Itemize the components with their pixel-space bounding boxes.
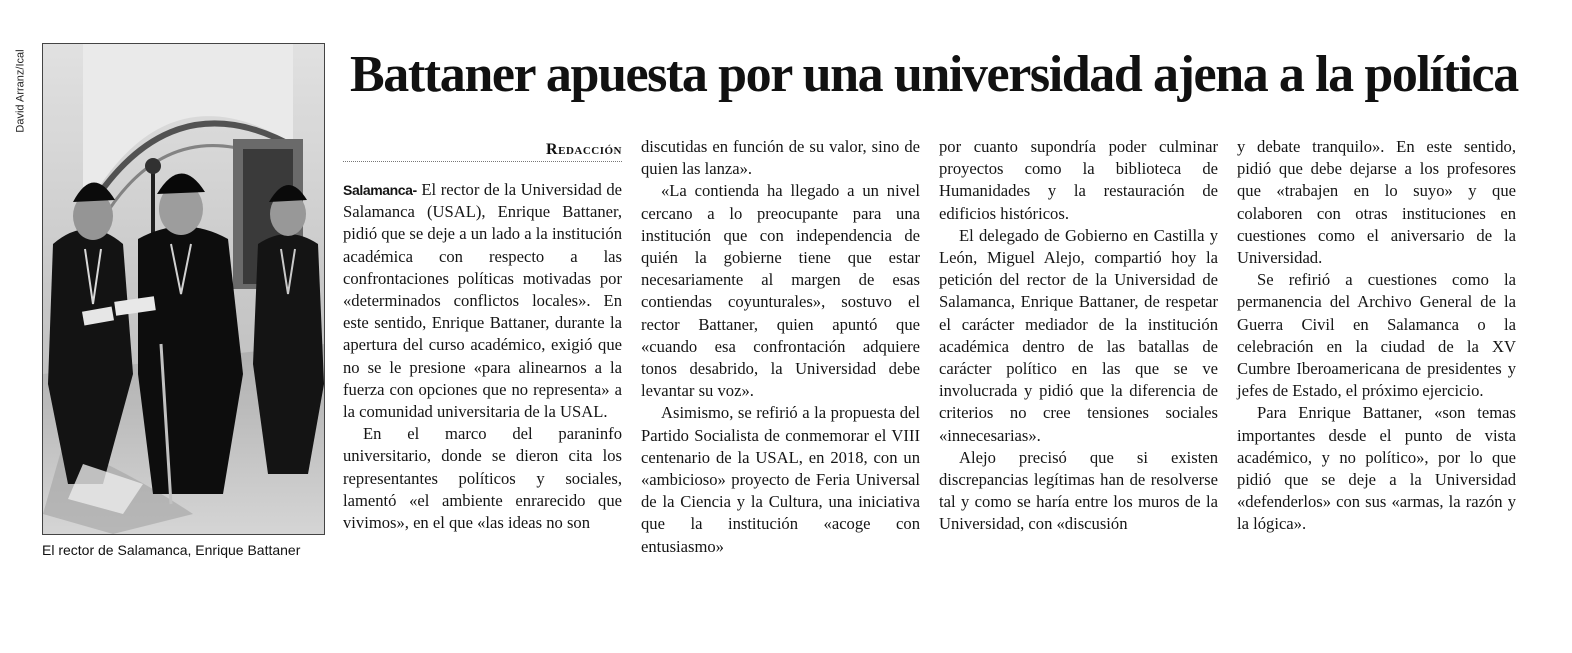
paragraph [343,179,622,423]
paragraph: En el marco del paraninfo universitario, donde se dieron cita los representantes políticos y sociales, lamentó «el ambiente enrarecido que vivimos», en el que «las ideas no son [343,424,622,533]
paragraph: Se refirió a cuestiones como la permanencia del Archivo General de la Guerra Civil en Salamanca o la celebración en la ciudad de la XV Cumbre Iberoamericana de presidentes y jefes de Estado, el próximo ejercicio. [1237,270,1516,401]
photo-illustration [43,44,324,534]
article-column-2 [641,136,920,558]
article-column-3 [939,136,1218,536]
paragraph: por cuanto supondría poder culminar proyectos como la biblioteca de Humanidades y la restauración de edificios históricos. [939,137,1218,223]
photo-credit-text: David Arranz/Ical [14,49,27,133]
dateline: Salamanca- [343,182,417,198]
article-column-4 [1237,136,1516,536]
article-column-1 [343,179,622,534]
paragraph: Asimismo, se refirió a la propuesta del Partido Socialista de conmemorar el VIII centenario de la USAL, en 2018, con un «ambicioso» proyecto de Feria Universal de la Ciencia y la Cultura, una iniciativa que la institución «acoge con entusiasmo» [641,403,920,556]
paragraph: discutidas en función de su valor, sino de quien las lanza». [641,137,920,179]
paragraph: Alejo precisó que si existen discrepancias legítimas han de resolverse tal y como se haría entre los muros de la Universidad, con «discusión [939,447,1218,534]
paragraph: Para Enrique Battaner, «son temas importantes desde el punto de vista académico, y no político», por lo que pidió que se deje a la Universidad «defenderlos» con sus «armas, la razón y la lógica». [1237,403,1516,534]
paragraph-text: El rector de la Universidad de Salamanca (USAL), Enrique Battaner, pidió que se deje a un lado a la institución académica con respecto a las confrontaciones políticas motivadas por «determinados conflictos locales». En este sentido, Enrique Battaner, durante la apertura del curso académico, exigió que no se le presione «para alinearnos a la fuerza con opciones que no representa» a la comunidad universitaria de la USAL. [343,180,622,422]
article-photo [42,43,325,535]
paragraph: El delegado de Gobierno en Castilla y León, Miguel Alejo, compartió hoy la petición del rector de la Universidad de Salamanca, Enrique Battaner, de respetar el carácter mediador de la institución académica dentro de las batallas de carácter político en las que se ve involucrada y pidió que la diferencia de criterios no cree tensiones sociales «innecesarias». [939,225,1218,445]
article-headline: Battaner apuesta por una universidad ajena a la política [350,46,1518,103]
byline: Redacción [343,141,622,162]
paragraph: «La contienda ha llegado a un nivel cercano a lo preocupante para una institución que con independencia de quién la gobierne tiene que estar necesariamente al margen de esas contiendas coyunturales», sostuvo el rector Battaner, quien apuntó que «cuando esa confrontación adquiere tonos desabrido, la Universidad debe levantar su voz». [641,181,920,401]
photo-credit [14,40,40,150]
photo-caption: El rector de Salamanca, Enrique Battaner [42,542,301,558]
paragraph: y debate tranquilo». En este sentido, pidió que debe dejarse a los profesores que «trabajen en lo suyo» y que colaboren con otras instituciones en cuestiones como el aniversario de la Universidad. [1237,137,1516,268]
